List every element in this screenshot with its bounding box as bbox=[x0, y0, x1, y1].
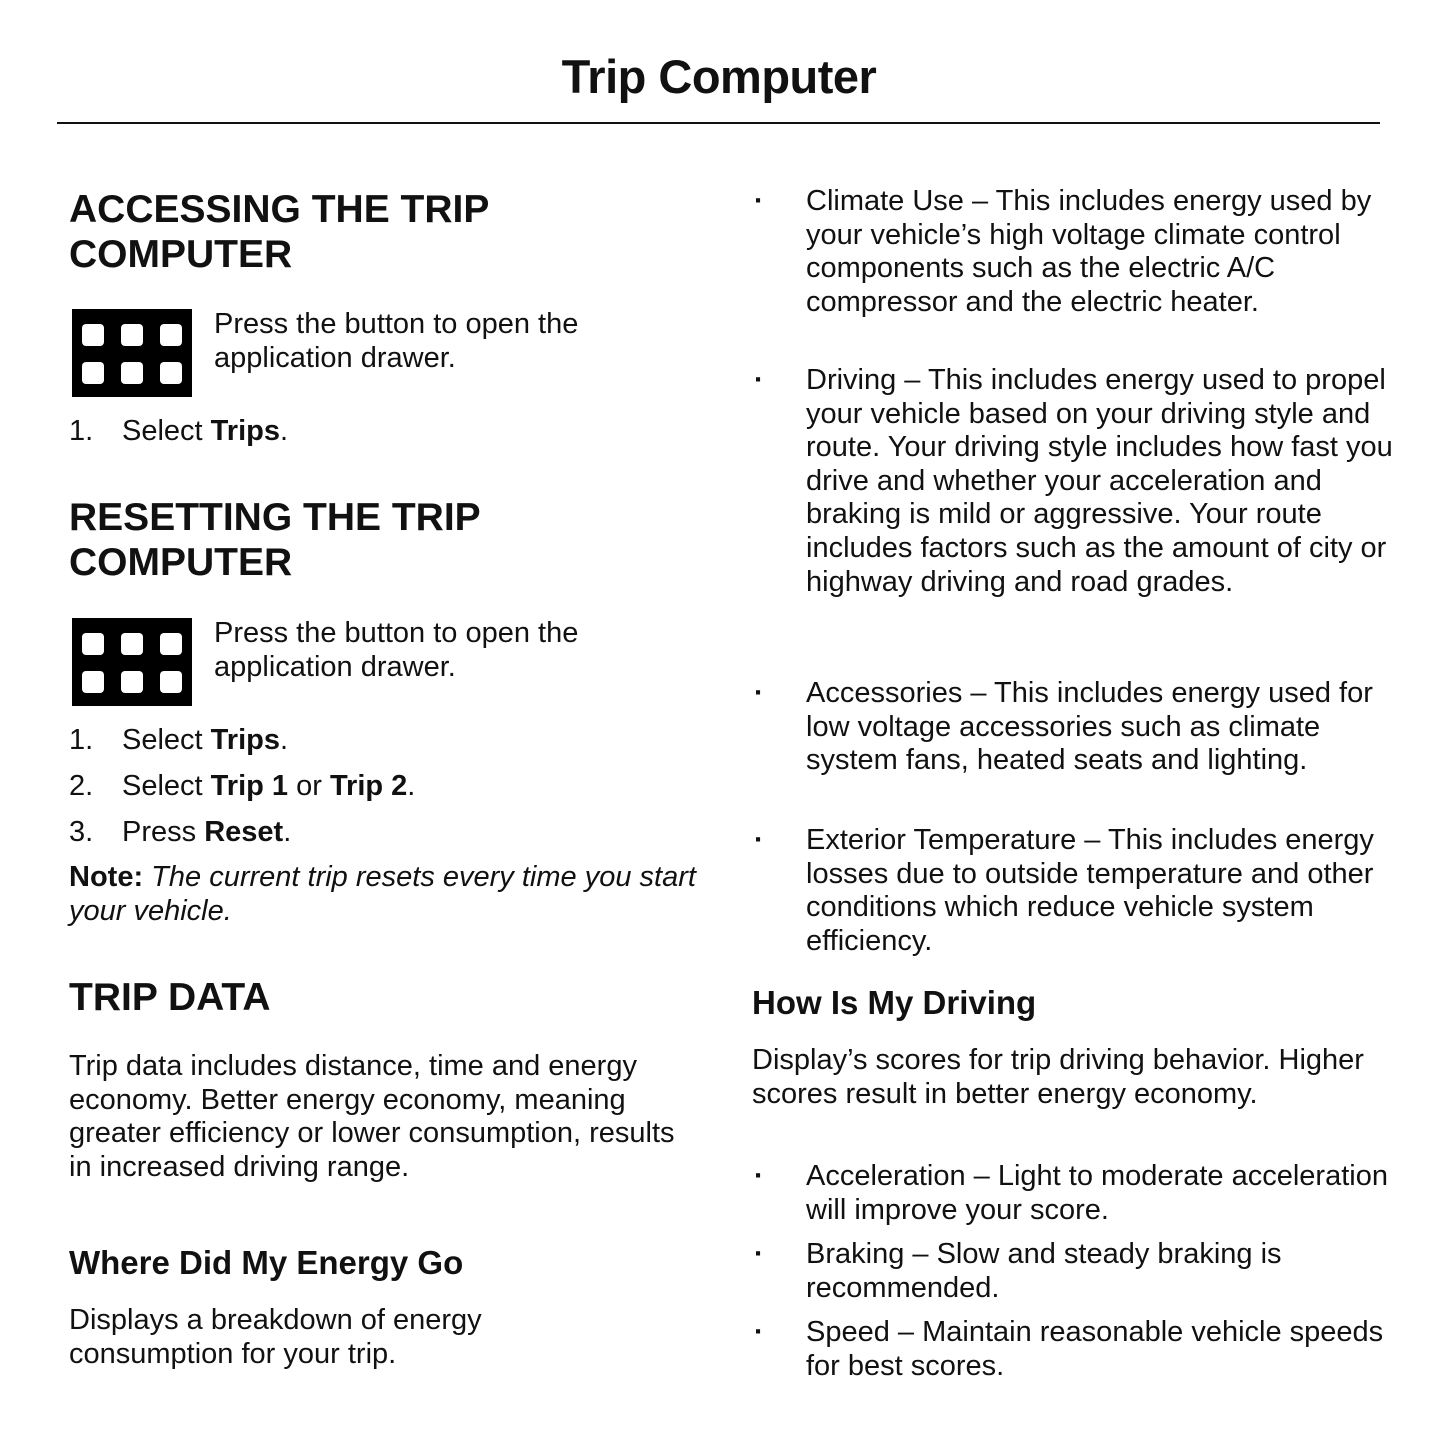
reset-note bbox=[69, 861, 709, 928]
where-energy-heading: Where Did My Energy Go bbox=[69, 1244, 464, 1281]
resetting-heading-line2: COMPUTER bbox=[69, 541, 293, 584]
resetting-instruction: Press the button to open the application drawer. bbox=[214, 617, 579, 683]
how-driving-body: Display’s scores for trip driving behavior. Higher scores result in better energy economy. bbox=[752, 1044, 1364, 1110]
bullet-icon: · bbox=[754, 1238, 764, 1270]
apps-grid-icon bbox=[72, 618, 192, 706]
trips-label: Trips bbox=[210, 415, 280, 447]
title-divider bbox=[57, 122, 1380, 124]
accessing-heading bbox=[69, 187, 489, 277]
bullet-icon: · bbox=[754, 677, 764, 709]
how-driving-heading: How Is My Driving bbox=[752, 984, 1037, 1021]
note-label: Note: bbox=[69, 861, 144, 893]
resetting-heading bbox=[69, 495, 481, 585]
apps-grid-icon bbox=[72, 309, 192, 397]
accessing-heading-line1: ACCESSING THE TRIP bbox=[69, 188, 490, 231]
bullet-icon: · bbox=[754, 824, 764, 856]
accessing-heading-line2: COMPUTER bbox=[69, 233, 293, 276]
where-energy-body: Displays a breakdown of energy consumption for your trip. bbox=[69, 1304, 482, 1370]
bullet-icon: · bbox=[754, 1160, 764, 1192]
resetting-heading-line1: RESETTING THE TRIP bbox=[69, 496, 481, 539]
trip-data-body: Trip data includes distance, time and energy economy. Better energy economy, meaning greater efficiency or lower consumption, results in increased driving range. bbox=[69, 1050, 675, 1183]
bullet-icon: · bbox=[754, 1316, 764, 1348]
bullet-icon: · bbox=[754, 364, 764, 396]
bullet-icon: · bbox=[754, 185, 764, 217]
note-text: The current trip resets every time you start your vehicle. bbox=[69, 861, 696, 927]
page-title: Trip Computer bbox=[561, 50, 877, 103]
accessing-instruction: Press the button to open the application drawer. bbox=[214, 308, 579, 374]
trip-data-heading: TRIP DATA bbox=[69, 976, 271, 1019]
